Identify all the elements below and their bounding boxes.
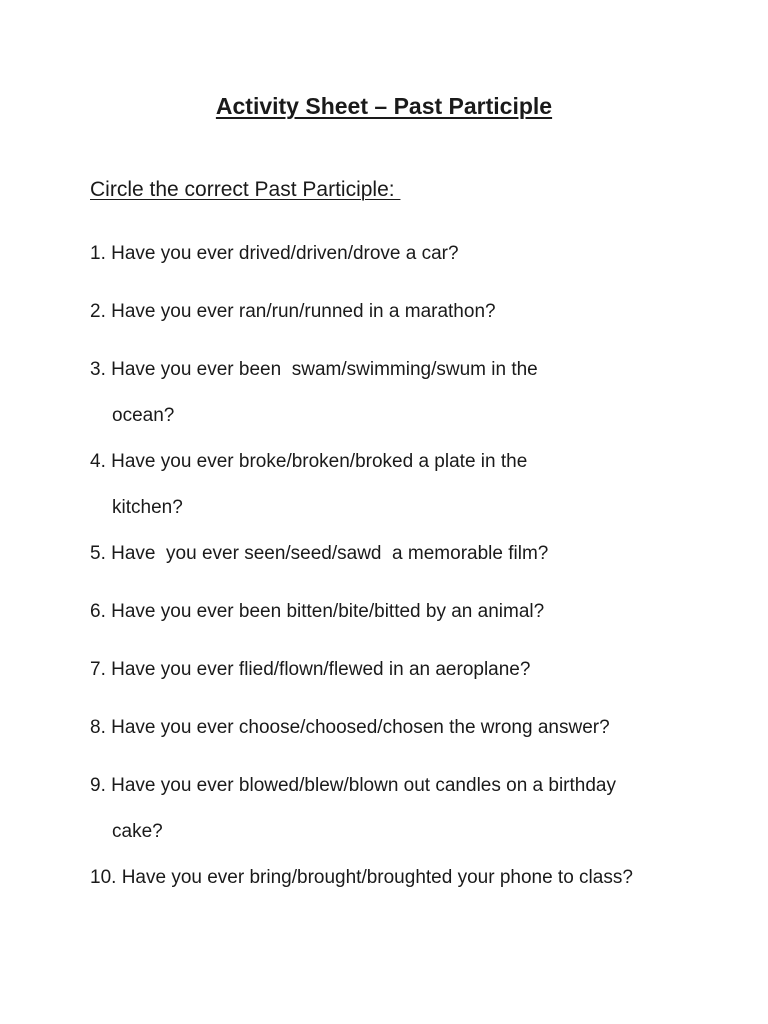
question-2: 2. Have you ever ran/run/runned in a marathon?	[90, 301, 496, 322]
question-1: 1. Have you ever drived/driven/drove a car?	[90, 243, 459, 264]
instruction-heading: Circle the correct Past Participle:	[90, 178, 401, 201]
question-4-continuation: kitchen?	[112, 497, 183, 518]
question-6: 6. Have you ever been bitten/bite/bitted by an animal?	[90, 601, 545, 622]
question-3-continuation: ocean?	[112, 405, 175, 426]
question-5: 5. Have you ever seen/seed/sawd a memorable film?	[90, 543, 549, 564]
question-9-continuation: cake?	[112, 821, 163, 842]
question-4: 4. Have you ever broke/broken/broked a plate in the	[90, 451, 528, 472]
question-8: 8. Have you ever choose/choosed/chosen the wrong answer?	[90, 717, 610, 738]
question-10: 10. Have you ever bring/brought/broughted your phone to class?	[90, 867, 633, 888]
question-7: 7. Have you ever flied/flown/flewed in an aeroplane?	[90, 659, 531, 680]
question-9: 9. Have you ever blowed/blew/blown out candles on a birthday	[90, 775, 616, 796]
page-title: Activity Sheet – Past Participle	[215, 93, 553, 119]
question-3: 3. Have you ever been swam/swimming/swum in the	[90, 359, 538, 380]
